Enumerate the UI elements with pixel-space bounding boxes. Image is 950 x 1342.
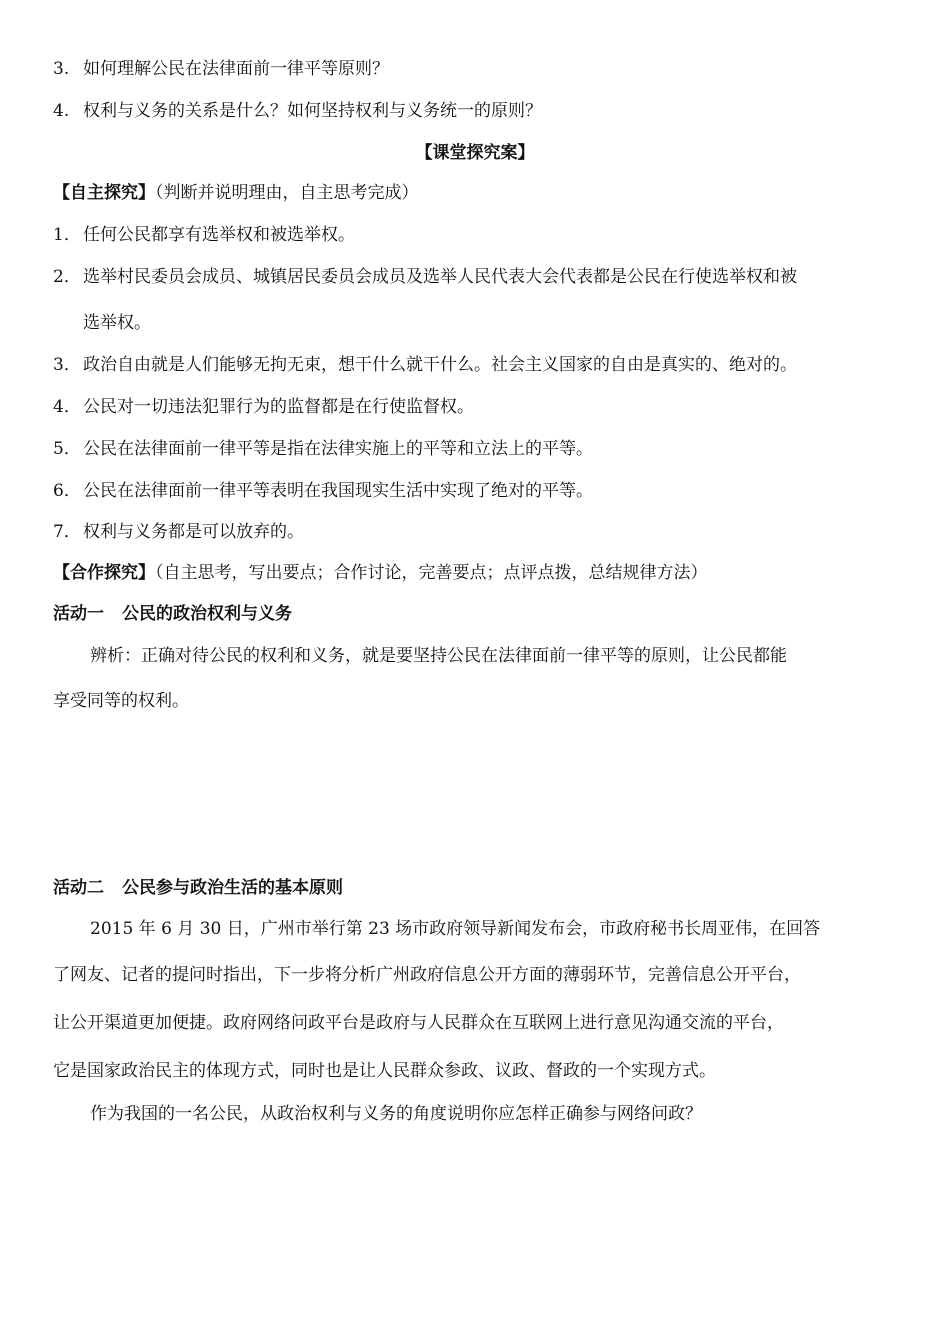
item-text: 政治自由就是人们能够无拘无束，想干什么就干什么。社会主义国家的自由是真实的、绝对的。	[83, 355, 797, 375]
item-text: 选举村民委员会成员、城镇居民委员会成员及选举人民代表大会代表都是公民在行使选举权和被	[83, 267, 797, 287]
self-explore-item-3	[53, 354, 797, 376]
activity2-heading	[53, 877, 343, 899]
self-explore-item-5	[53, 438, 593, 460]
activity1-line-2: 享受同等的权利。	[53, 691, 189, 711]
question-text: 如何理解公民在法律面前一律平等原则？	[83, 59, 389, 79]
activity2-question: 作为我国的一名公民，从政治权利与义务的角度说明你应怎样正确参与网络问政？	[90, 1104, 702, 1124]
activity1-line-1: 辨析：正确对待公民的权利和义务，就是要坚持公民在法律面前一律平等的原则，让公民都能	[90, 646, 787, 666]
item-number: 3．	[53, 355, 81, 375]
self-explore-item-7	[53, 521, 304, 543]
item-text: 权利与义务都是可以放弃的。	[83, 522, 304, 542]
activity2-line-3: 让公开渠道更加便捷。政府网络问政平台是政府与人民群众在互联网上进行意见沟通交流的平台，	[53, 1013, 784, 1033]
activity2-label: 活动二	[53, 878, 104, 898]
item-number: 4．	[53, 397, 81, 417]
item-text: 公民在法律面前一律平等是指在法律实施上的平等和立法上的平等。	[83, 439, 593, 459]
item-number: 1．	[53, 225, 81, 245]
activity2-title: 公民参与政治生活的基本原则	[122, 878, 343, 898]
question-number: 3.	[53, 59, 70, 79]
activity1-label: 活动一	[53, 604, 104, 624]
question-number: 4.	[53, 101, 70, 121]
self-explore-item-2-continued: 选举权。	[83, 313, 151, 333]
item-text: 公民在法律面前一律平等表明在我国现实生活中实现了绝对的平等。	[83, 481, 593, 501]
coop-explore-title: 【合作探究】	[53, 563, 155, 583]
coop-explore-note: （自主思考，写出要点；合作讨论，完善要点；点评点拨，总结规律方法）	[155, 563, 708, 583]
question-text: 权利与义务的关系是什么？如何坚持权利与义务统一的原则？	[83, 101, 542, 121]
item-number: 5．	[53, 439, 81, 459]
question-3	[53, 58, 389, 80]
activity2-line-4: 它是国家政治民主的体现方式，同时也是让人民群众参政、议政、督政的一个实现方式。	[53, 1061, 716, 1081]
self-explore-heading	[53, 182, 419, 204]
self-explore-item-2	[53, 266, 797, 288]
coop-explore-heading	[53, 562, 708, 584]
activity2-line-1: 2015 年 6 月 30 日，广州市举行第 23 场市政府领导新闻发布会，市政府秘书长周亚伟，在回答	[90, 919, 821, 939]
self-explore-item-4	[53, 396, 474, 418]
activity1-title: 公民的政治权利与义务	[122, 604, 292, 624]
item-number: 7．	[53, 522, 81, 542]
item-number: 2．	[53, 267, 81, 287]
self-explore-note: （判断并说明理由，自主思考完成）	[155, 183, 419, 203]
item-text: 公民对一切违法犯罪行为的监督都是在行使监督权。	[83, 397, 474, 417]
self-explore-title: 【自主探究】	[53, 183, 155, 203]
self-explore-item-6	[53, 480, 593, 502]
self-explore-item-1	[53, 224, 355, 246]
activity1-heading	[53, 603, 292, 625]
question-4	[53, 100, 542, 122]
item-text: 任何公民都享有选举权和被选举权。	[83, 225, 355, 245]
item-number: 6．	[53, 481, 81, 501]
section-title: 【课堂探究案】	[415, 143, 535, 163]
activity2-line-2: 了网友、记者的提问时指出，下一步将分析广州政府信息公开方面的薄弱环节，完善信息公开平台，	[53, 965, 801, 985]
